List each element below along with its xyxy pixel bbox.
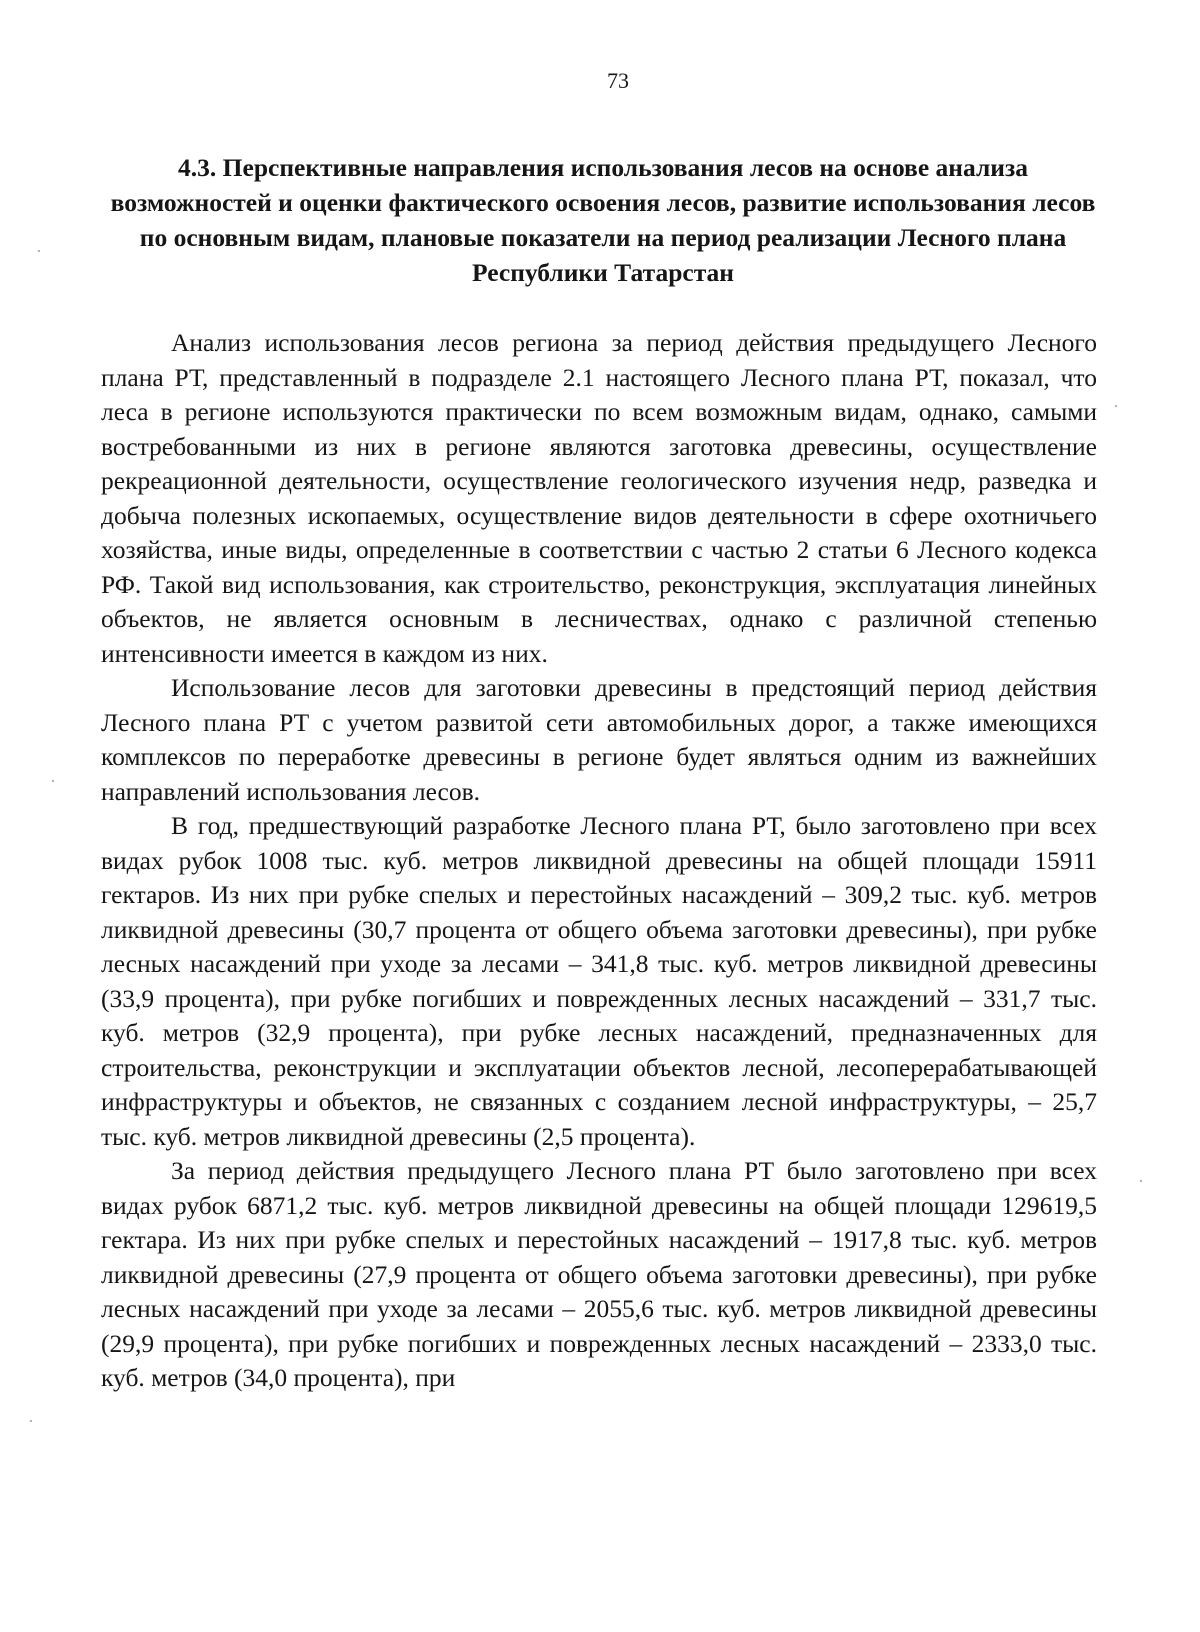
section-heading: 4.3. Перспективные направления использования лесов на основе анализа возможностей и оценки фактического освоения лесов, развитие использования лесов по основным видам, плановые показатели на период реализации Лесного плана Республики Татарстан	[110, 153, 1096, 287]
paragraph-2: Использование лесов для заготовки древесины в предстоящий период действия Лесного плана РТ с учетом развитой сети автомобильных дорог, а также имеющихся комплексов по переработке древесины в регионе будет являться одним из важнейших направлений использования лесов.	[101, 673, 1097, 806]
scan-speck	[38, 250, 40, 252]
scan-speck	[30, 1420, 32, 1422]
paragraph-3: В год, предшествующий разработке Лесного плана РТ, было заготовлено при всех видах рубок 1008 тыс. куб. метров ликвидной древесины на общей площади 15911 гектаров. Из них при рубке спелых и перестойных насаждений – 309,2 тыс. куб. метров ликвидной древесины (30,7 процента от общего объема заготовки древесины), при рубке лесных насаждений при уходе за лесами – 341,8 тыс. куб. метров ликвидной древесины (33,9 процента), при рубке погибших и поврежденных лесных насаждений – 331,7 тыс. куб. метров (32,9 процента), при рубке лесных насаждений, предназначенных для строительства, реконструкции и эксплуатации объектов лесной, лесоперерабатывающей инфраструктуры и объектов, не связанных с созданием лесной инфраструктуры, – 25,7 тыс. куб. метров ликвидной древесины (2,5 процента).	[101, 811, 1097, 1151]
page-number: 73	[607, 68, 629, 93]
scan-speck	[1115, 405, 1117, 407]
body-text	[101, 326, 1097, 1396]
scan-speck	[52, 780, 54, 782]
paragraph-1: Анализ использования лесов региона за период действия предыдущего Лесного плана РТ, представленный в подразделе 2.1 настоящего Лесного плана РТ, показал, что леса в регионе используются практически по всем возможным видам, однако, самыми востребованными из них в регионе являются заготовка древесины, осуществление рекреационной деятельности, осуществление геологического изучения недр, разведка и добыча полезных ископаемых, осуществление видов деятельности в сфере охотничьего хозяйства, иные виды, определенные в соответствии с частью 2 статьи 6 Лесного кодекса РФ. Такой вид использования, как строительство, реконструкция, эксплуатация линейных объектов, не является основным в лесничествах, однако с различной степенью интенсивности имеется в каждом из них.	[101, 328, 1097, 668]
scan-speck	[1140, 1180, 1142, 1182]
paragraph-4: За период действия предыдущего Лесного плана РТ было заготовлено при всех видах рубок 6871,2 тыс. куб. метров ликвидной древесины на общей площади 129619,5 гектара. Из них при рубке спелых и перестойных насаждений – 1917,8 тыс. куб. метров ликвидной древесины (27,9 процента от общего объема заготовки древесины), при рубке лесных насаждений при уходе за лесами – 2055,6 тыс. куб. метров ликвидной древесины (29,9 процента), при рубке погибших и поврежденных лесных насаждений – 2333,0 тыс. куб. метров (34,0 процента), при	[101, 1156, 1097, 1392]
